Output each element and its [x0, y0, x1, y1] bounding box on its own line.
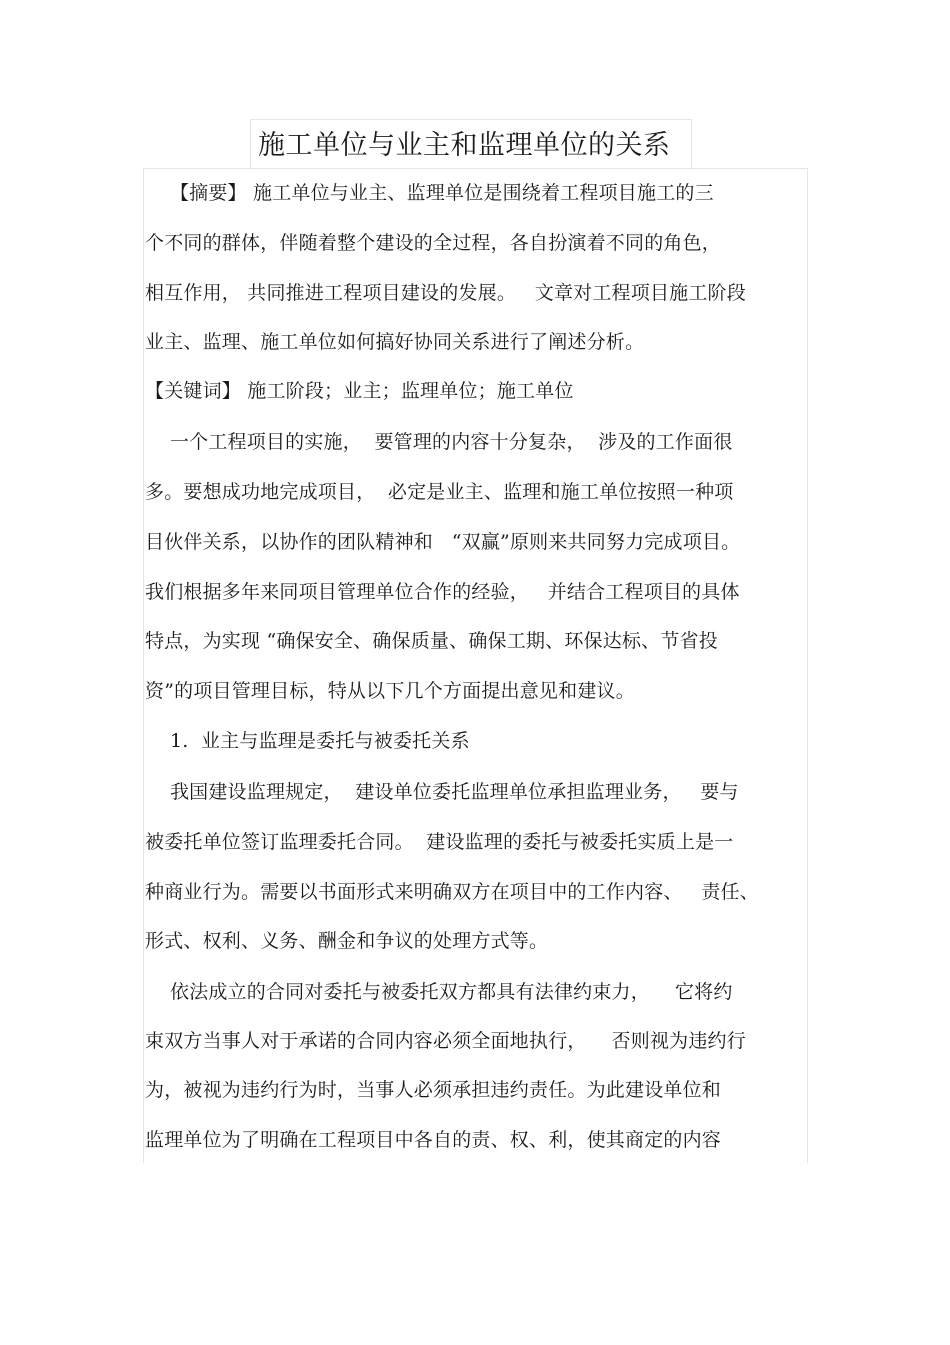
- body-line: 个不同的群体，伴随着整个建设的全过程，各自扮演着不同的角色，: [145, 232, 722, 254]
- body-line: 资”的项目管理目标，特从以下几个方面提出意见和建议。: [145, 680, 635, 702]
- body-line: 多。要想成功地完成项目， 必定是业主、监理和施工单位按照一种项: [145, 481, 734, 503]
- body-line: 一个工程项目的实施， 要管理的内容十分复杂， 涉及的工作面很: [145, 431, 733, 453]
- body-line: 特点，为实现 “确保安全、确保质量、确保工期、环保达标、节省投: [145, 630, 718, 652]
- keywords-line: 【关键词】 施工阶段；业主；监理单位；施工单位: [145, 380, 574, 402]
- body-line: 我国建设监理规定， 建设单位委托监理单位承担监理业务， 要与: [145, 781, 739, 803]
- page-frame-right: [807, 168, 808, 1163]
- body-line: 监理单位为了明确在工程项目中各自的责、权、利，使其商定的内容: [145, 1129, 722, 1151]
- body-line: 相互作用， 共同推进工程项目建设的发展。 文章对工程项目施工阶段: [145, 282, 746, 304]
- body-line: 业主、监理、施工单位如何搞好协同关系进行了阐述分析。: [145, 331, 645, 353]
- body-line: 被委托单位签订监理委托合同。 建设监理的委托与被委托实质上是一: [145, 831, 734, 853]
- body-line: 束双方当事人对于承诺的合同内容必须全面地执行， 否则视为违约行: [145, 1030, 746, 1052]
- body-line: 目伙伴关系，以协作的团队精神和 “双赢”原则来共同努力完成项目。: [145, 531, 741, 553]
- body-line: 我们根据多年来同项目管理单位合作的经验， 并结合工程项目的具体: [145, 581, 740, 603]
- body-line: 依法成立的合同对委托与被委托双方都具有法律约束力， 它将约: [145, 981, 733, 1003]
- document-title: 施工单位与业主和监理单位的关系: [258, 130, 671, 161]
- body-line: 【摘要】 施工单位与业主、监理单位是围绕着工程项目施工的三: [145, 182, 714, 204]
- page-frame-top: [143, 168, 808, 169]
- section-heading: 1. 业主与监理是委托与被委托关系: [145, 730, 470, 752]
- body-line: 为，被视为违约行为时，当事人必须承担违约责任。为此建设单位和: [145, 1079, 722, 1101]
- body-line: 种商业行为。需要以书面形式来明确双方在项目中的工作内容、 责任、: [145, 881, 759, 903]
- page-frame-left: [143, 168, 144, 1163]
- body-line: 形式、权利、义务、酬金和争议的处理方式等。: [145, 930, 549, 952]
